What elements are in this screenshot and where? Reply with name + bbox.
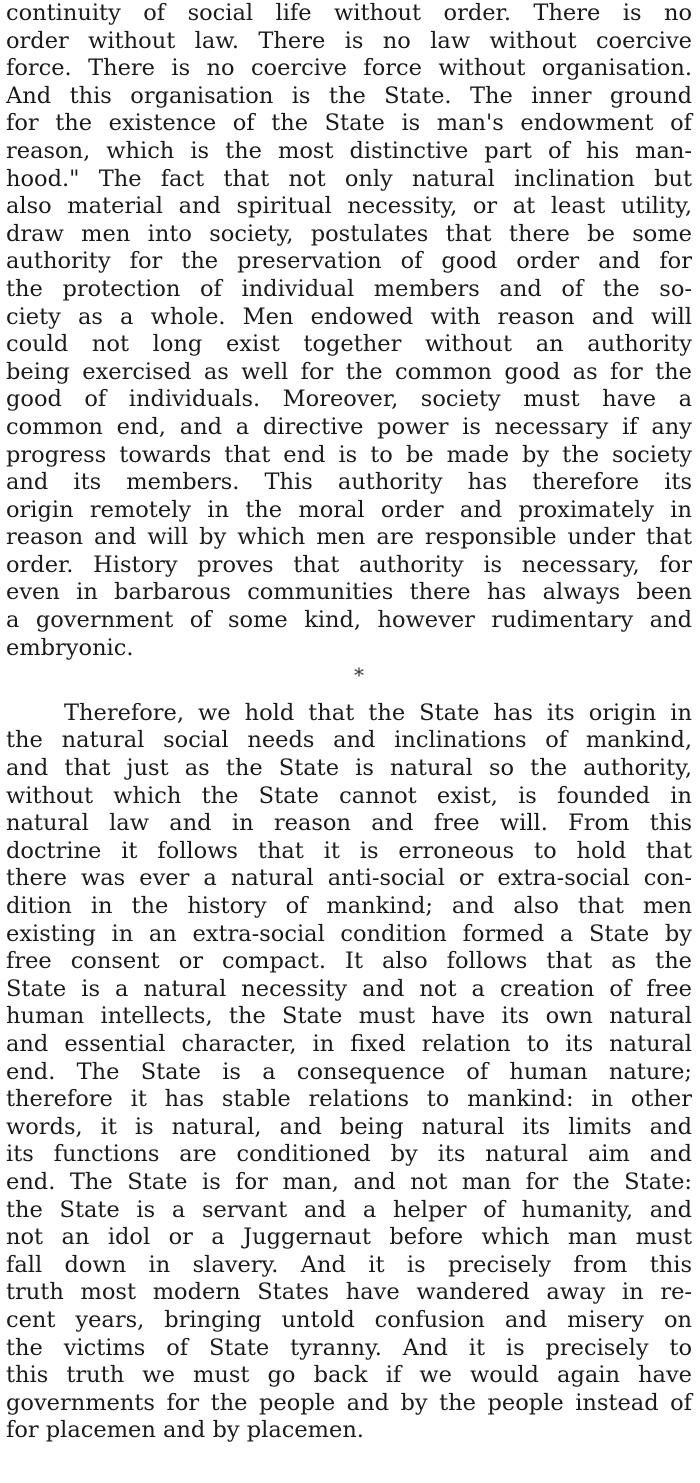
text-line: free consent or compact. It also follows that as the (6, 948, 692, 975)
text-line: ciety as a whole. Men endowed with reason and will (6, 303, 692, 330)
paragraph-2 (6, 700, 692, 1445)
text-line: common end, and a directive power is necessary if any (6, 413, 692, 440)
text-line: reason, which is the most distinctive part of his man- (6, 137, 692, 164)
text-line: end. The State is a consequence of human nature; (6, 1058, 692, 1085)
text-line: draw men into society, postulates that there be some (6, 220, 692, 247)
text-line: progress towards that end is to be made by the society (6, 441, 692, 468)
text-line: being exercised as well for the common good as for the (6, 358, 692, 385)
text-line: this truth we must go back if we would again have (6, 1362, 692, 1389)
text-line: order. History proves that authority is necessary, for (6, 551, 692, 578)
text-line: embryonic. (6, 634, 134, 661)
text-line: for the existence of the State is man's endowment of (6, 110, 692, 137)
text-line: origin remotely in the moral order and proximately in (6, 496, 692, 523)
paragraph-1 (6, 0, 692, 662)
text-line: its functions are conditioned by its natural aim and (6, 1141, 692, 1168)
text-line: human intellects, the State must have its own natural (6, 1003, 692, 1030)
text-line: the State is a servant and a helper of humanity, and (6, 1196, 692, 1223)
text-line: fall down in slavery. And it is precisely from this (6, 1251, 692, 1278)
text-line: cent years, bringing untold confusion and misery on (6, 1306, 692, 1333)
text-line: the natural social needs and inclinations of mankind, (6, 727, 692, 754)
text-line: words, it is natural, and being natural its limits and (6, 1113, 692, 1140)
text-line: Therefore, we hold that the State has its origin in (64, 699, 692, 726)
text-line: reason and will by which men are responsible under that (6, 524, 692, 551)
text-line: not an idol or a Juggernaut before which man must (6, 1224, 692, 1251)
text-line: even in barbarous communities there has always been (6, 579, 692, 606)
text-line: the protection of individual members and of the so- (6, 275, 692, 302)
text-line: could not long exist together without an authority (6, 331, 692, 358)
text-line: and essential character, in fixed relation to its natural (6, 1030, 692, 1057)
text-line: authority for the preservation of good order and for (6, 248, 692, 275)
text-line: a government of some kind, however rudimentary and (6, 607, 692, 634)
text-line: natural law and in reason and free will. From this (6, 810, 692, 837)
text-line: and that just as the State is natural so the authority, (6, 755, 692, 782)
text-line: there was ever a natural anti-social or extra-social con- (6, 865, 692, 892)
text-line: continuity of social life without order. There is no (6, 0, 692, 26)
text-line: without which the State cannot exist, is founded in (6, 782, 692, 809)
text-line: therefore it has stable relations to mankind: in other (6, 1086, 692, 1113)
section-separator: * (354, 663, 364, 688)
text-line: And this organisation is the State. The inner ground (6, 82, 692, 109)
text-line: State is a natural necessity and not a creation of free (6, 975, 692, 1002)
text-line: hood." The fact that not only natural inclination but (6, 165, 692, 192)
document-page (6, 0, 692, 1445)
text-line: dition in the history of mankind; and also that men (6, 893, 692, 919)
text-line: order without law. There is no law without coercive (6, 27, 692, 54)
text-line: end. The State is for man, and not man for the State: (6, 1168, 692, 1195)
paragraph-gap (6, 690, 692, 700)
text-line: good of individuals. Moreover, society must have a (6, 386, 692, 413)
text-line: also material and spiritual necessity, or at least utility, (6, 193, 692, 220)
text-line: for placemen and by placemen. (6, 1417, 364, 1444)
text-line: and its members. This authority has therefore its (6, 469, 692, 496)
text-line: governments for the people and by the people instead of (6, 1389, 692, 1416)
text-line: truth most modern States have wandered away in re- (6, 1279, 692, 1306)
text-line: existing in an extra-social condition formed a State by (6, 920, 692, 947)
text-line: doctrine it follows that it is erroneous to hold that (6, 837, 692, 864)
text-line: force. There is no coercive force without organisation. (6, 55, 692, 82)
text-line: the victims of State tyranny. And it is precisely to (6, 1334, 692, 1361)
